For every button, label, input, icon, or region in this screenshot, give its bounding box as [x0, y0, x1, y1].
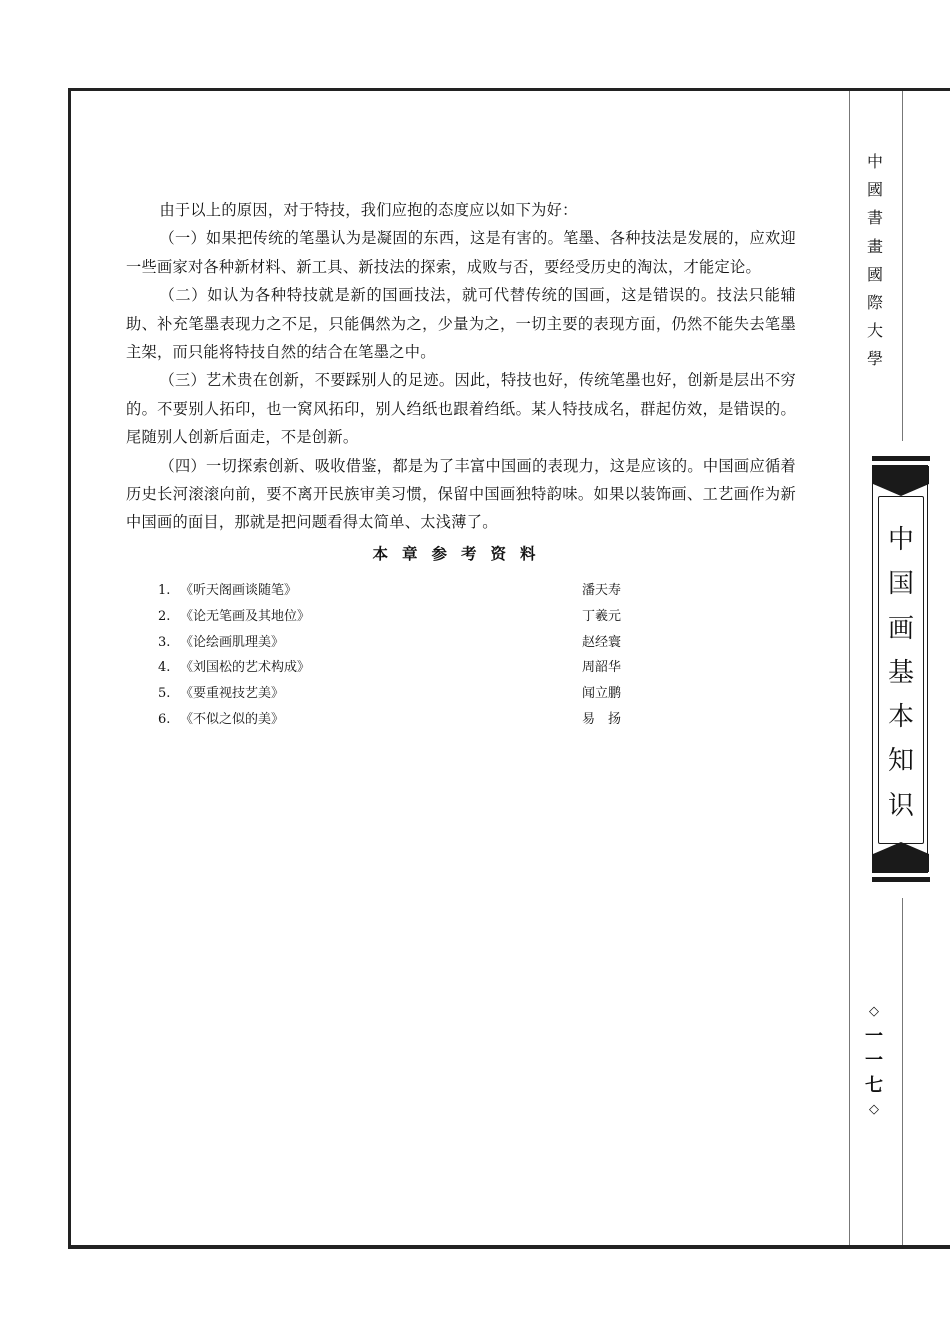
reference-item: [158, 630, 638, 656]
book-label-band-top: [872, 456, 930, 461]
diamond-icon: ◇: [869, 1102, 879, 1117]
school-name-char: 國: [866, 264, 883, 284]
school-name-char: 書: [866, 208, 883, 228]
reference-author: 周韶华: [582, 660, 622, 676]
reference-title: 《不似之似的美》: [180, 711, 285, 727]
paragraph-intro: 由于以上的原因，对于特技，我们应抱的态度应以如下为好：: [159, 201, 578, 219]
reference-item: [158, 578, 638, 604]
label-bottom-ornament: [873, 832, 929, 872]
reference-item: [158, 655, 638, 681]
sidebar-book-title: [872, 518, 930, 828]
paragraph-point-2: （二）如认为各种特技就是新的国画技法，就可代替传统的国画，这是错误的。技法只能辅助、补充笔墨表现力之不足，只能偶然为之，少量为之，一切主要的表现方面，仍然不能失去笔墨主架，而只能将特技自然的结合在笔墨之中。: [126, 286, 796, 362]
school-name-char: 大: [866, 321, 883, 341]
page-frame-top: [68, 88, 950, 91]
references-title: 本章参考资料: [372, 544, 550, 563]
paragraph-point-1: （一）如果把传统的笔墨认为是凝固的东西，这是有害的。笔墨、各种技法是发展的，应欢迎一些画家对各种新材料、新工具、新技法的探索，成败与否，要经受历史的淘汰，才能定论。: [126, 229, 796, 276]
book-title-char: 基: [887, 657, 914, 688]
school-name-char: 畫: [866, 236, 883, 256]
paragraph-point-3: （三）艺术贵在创新，不要踩别人的足迹。因此，特技也好，传统笔墨也好，创新是层出不穷的。不要别人拓印，也一窝风拓印，别人绉纸也跟着绉纸。某人特技成名，群起仿效，是错误的。尾随别人创新后面走，不是创新。: [126, 371, 796, 447]
page-number-char: 七: [865, 1074, 883, 1096]
margin-rule-upper: [902, 91, 903, 441]
reference-title: 《论绘画肌理美》: [180, 634, 285, 650]
school-name-char: 際: [866, 293, 883, 313]
book-label-band-bottom: [872, 877, 930, 882]
reference-item: [158, 681, 638, 707]
book-title-char: 本: [887, 702, 914, 733]
school-name-char: 國: [866, 180, 883, 200]
reference-title: 《要重视技艺美》: [180, 686, 285, 702]
page-number: [858, 1000, 890, 1123]
body-text: [126, 196, 796, 537]
reference-number: 2.: [158, 608, 171, 624]
margin-rule-lower: [902, 898, 903, 1245]
references-list: [158, 578, 638, 733]
book-title-char: 知: [887, 746, 914, 777]
reference-author: 潘天寿: [582, 583, 622, 598]
reference-title: 《刘国松的艺术构成》: [180, 660, 311, 676]
reference-item: [158, 604, 638, 630]
reference-number: 3.: [158, 634, 171, 650]
reference-number: 1.: [158, 583, 171, 598]
book-title-char: 画: [887, 613, 914, 644]
school-name-char: 中: [866, 152, 883, 171]
book-title-char: 国: [887, 569, 914, 600]
paragraph-point-4: （四）一切探索创新、吸收借鉴，都是为了丰富中国画的表现力，这是应该的。中国画应循着历史长河滚滚向前，要不离开民族审美习惯，保留中国画独特韵味。如果以装饰画、工艺画作为新中国画的面目，那就是把问题看得太简单、太浅薄了。: [126, 456, 796, 532]
book-title-char: 中: [887, 525, 914, 555]
reference-number: 4.: [158, 660, 171, 676]
reference-author: 易 扬: [582, 711, 622, 727]
page-frame-bottom: [68, 1245, 950, 1249]
page-frame-left: [68, 88, 71, 1249]
sidebar-school-name: [860, 148, 890, 374]
page-number-char: 一: [865, 1025, 883, 1047]
margin-rule: [849, 91, 850, 1245]
page-number-char: 一: [865, 1050, 883, 1071]
reference-title: 《论无笔画及其地位》: [180, 608, 311, 624]
reference-author: 丁羲元: [582, 608, 622, 624]
reference-number: 6.: [158, 711, 171, 727]
reference-author: 赵经寰: [582, 634, 622, 650]
book-title-char: 识: [887, 790, 914, 821]
school-name-char: 學: [866, 349, 883, 369]
reference-number: 5.: [158, 686, 171, 702]
reference-author: 闻立鹏: [582, 686, 622, 702]
diamond-icon: ◇: [869, 1004, 879, 1019]
reference-title: 《听天阁画谈随笔》: [180, 583, 298, 598]
reference-item: [158, 707, 638, 733]
